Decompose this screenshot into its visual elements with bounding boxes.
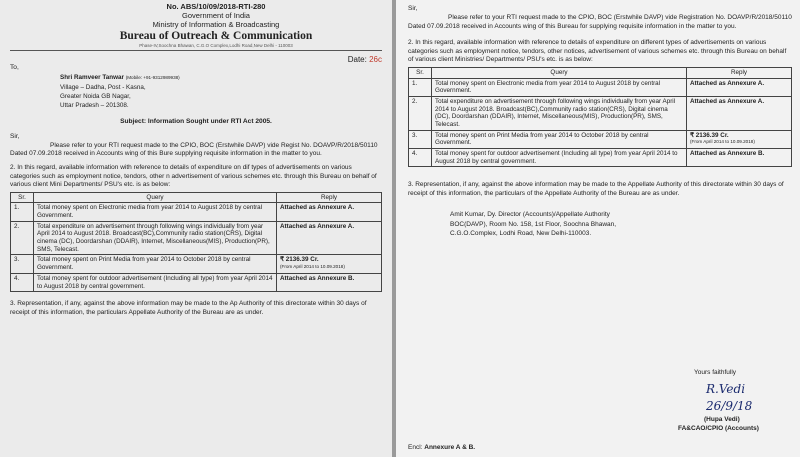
closing-line: Yours faithfully (694, 369, 737, 376)
paragraph-1: Please refer to your RTI request made to the CPIO, BOC (Erstwhile DAVP) vide Regist No. DOAVP/R/2018/50110 Dated 07.09.2018 received in Accounts wing of this Bure supplying requisite information in the matter to you. (10, 141, 378, 158)
bureau-address: Phase-IV,Soochna Bhawan, C.G.O Complex,Lodhi Road,New Delhi - 110003 (139, 43, 293, 49)
appellate-line3: C.G.O.Complex, Lodhi Road, New Delhi-110003. (450, 229, 592, 237)
row-query: Total expenditure on advertisement through following wings individually from year April 2014 to August 2018. Broadcast(BC),Community radio station(CRS), Digital cinema (DC), Doordarshan (DDAIR), Internet, Miscellaneous(MIS), Production(PR), SMS, Telecast. (432, 96, 687, 130)
row-sr: 3. (11, 255, 34, 273)
reference-number: No. ABS/10/09/2018-RTI-280 (166, 2, 266, 11)
paragraph-3: 3. Representation, if any, against the above information may be made to the Appellate Authority of this directorate within 30 days of receipt of this information, the particulars of the Appellate Authority of the Bureau are as under. (408, 181, 784, 197)
table-row (409, 130, 792, 148)
row-query: Total money spent for outdoor advertisement (Including all type) from year April 2014 to August 2018 by central government. (432, 148, 687, 166)
signer-title: FA&CAO/CPIO (Accounts) (678, 424, 759, 432)
row-sr: 1. (11, 203, 34, 221)
left-page (0, 0, 392, 457)
table-row (409, 78, 792, 96)
letterhead (50, 3, 382, 48)
row-query: Total expenditure on advertisement through following wings individually from year April 2014 to August 2018. Broadcast(BC),Community radio station(CRS), Digital cinema (DC), Doordarshan (DDAIR), Internet, Miscellaneous(MIS), Production(PR), SMS, Telecast. (34, 221, 277, 255)
row-sr: 3. (409, 130, 432, 148)
header-query: Query (432, 67, 687, 78)
recipient-line3: Uttar Pradesh – 201308. (60, 101, 129, 109)
recipient-line2: Greater Noida GB Nagar, (60, 92, 131, 100)
header-reply: Reply (277, 192, 382, 203)
row-sr: 4. (11, 273, 34, 291)
table-row (11, 203, 382, 221)
row-sr: 2. (409, 96, 432, 130)
table-row (11, 221, 382, 255)
row-reply-note: (From April 2014 to 10.09.2018) (690, 139, 755, 145)
row-reply: ₹ 2136.39 Cr. (280, 256, 319, 264)
row-query: Total money spent on Electronic media from year 2014 to August 2018 by central Government. (432, 78, 687, 96)
recipient-name: Shri Ramveer Tanwar (60, 74, 124, 82)
row-reply-cell (277, 255, 382, 273)
salutation: Sir, (10, 132, 20, 140)
recipient-address (60, 73, 382, 110)
appellate-line2: BOC(DAVP), Room No. 158, 1st Floor, Soochna Bhawan, (450, 220, 617, 228)
date-line (10, 55, 382, 64)
row-query: Total money spent on Print Media from year 2014 to October 2018 by central Government. (432, 130, 687, 148)
table-row (409, 96, 792, 130)
header-rule (10, 50, 382, 51)
salutation: Sir, (408, 5, 418, 12)
row-query: Total money spent on Print Media from year 2014 to October 2018 by central Government. (34, 255, 277, 273)
paragraph-3: 3. Representation, if any, against the above information may be made to the Ap Authority of this directorate within 30 days of receipt of this information, the particulars Appellate Authority of the Bureau are as under. (10, 300, 367, 316)
table-row (11, 273, 382, 291)
table-header-row (409, 67, 792, 78)
right-page (396, 0, 800, 457)
appellate-line1: Amit Kumar, Dy. Director (Accounts)/Appellate Authority (450, 211, 610, 219)
bureau-name: Bureau of Outreach & Communication (119, 29, 313, 42)
date-value: 26c (369, 55, 382, 65)
paragraph-2: 2. In this regard, available information with reference to details of expenditure on dif types of advertisements on various categories such as employment notice, tendors, other n advertisement of various schemes etc. through this Bureau on behalf of various client Mini Departments/ PSU's etc. is as below: (10, 164, 377, 189)
header-query: Query (34, 192, 277, 203)
subject-line: Subject: Information Sought under RTI Act 2005. (120, 117, 272, 125)
row-query: Total money spent on Electronic media from year 2014 to August 2018 by central Government. (34, 203, 277, 221)
handwritten-signature: R.Vedi 26/9/18 (706, 382, 753, 413)
paragraph-1: Please refer to your RTI request made to the CPIO, BOC (Erstwhile DAVP) vide Registration No. DOAVP/R/2018/50110 Dated 07.09.2018 received in Accounts wing of this Bureau for supplying requisite information in the matter to you. (408, 14, 792, 30)
recipient-line1: Village – Dadha, Post - Kasna, (60, 83, 146, 91)
row-reply-cell (687, 130, 792, 148)
table-row (11, 255, 382, 273)
row-reply: Attached as Annexure B. (277, 273, 382, 291)
row-reply: Attached as Annexure A. (687, 78, 792, 96)
table-header-row (11, 192, 382, 203)
enclosure-value: Annexure A & B. (424, 444, 476, 451)
expenditure-table (408, 67, 792, 167)
ministry-line: Ministry of Information & Broadcasting (152, 19, 280, 29)
header-sr: Sr. (11, 192, 34, 203)
row-reply-note: (From April 2014 to 10.09.2018) (280, 264, 345, 270)
row-reply: Attached as Annexure B. (687, 148, 792, 166)
enclosure-label: Encl: (408, 444, 423, 451)
expenditure-table (10, 192, 382, 292)
row-reply: ₹ 2136.39 Cr. (690, 131, 729, 139)
row-reply: Attached as Annexure A. (277, 221, 382, 255)
row-reply: Attached as Annexure A. (687, 96, 792, 130)
enclosure-line (408, 443, 475, 452)
row-query: Total money spent for outdoor advertisement (Including all type) from year April 2014 to August 2018 by central government. (34, 273, 277, 291)
signer-name: (Hupa Vedi) (704, 415, 740, 423)
recipient-mobile: (Mobile: +91-9312989938) (125, 75, 180, 81)
row-sr: 2. (11, 221, 34, 255)
row-sr: 1. (409, 78, 432, 96)
date-label: Date: (347, 55, 367, 65)
row-reply: Attached as Annexure A. (277, 203, 382, 221)
header-sr: Sr. (409, 67, 432, 78)
table-row (409, 148, 792, 166)
row-sr: 4. (409, 148, 432, 166)
appellate-authority-block (450, 210, 792, 237)
government-line: Government of India (182, 10, 250, 20)
paragraph-2: 2. In this regard, available information with reference to details of expenditure on different types of advertisements on various categories such as employment notice, tendors, other notices, advertisement of various schemes etc. through this Bureau on behalf of various client Ministries/ Departments/ PSU's etc. is as below: (408, 39, 787, 64)
header-reply: Reply (687, 67, 792, 78)
signature-block (666, 368, 786, 433)
to-label: To, (10, 64, 19, 72)
